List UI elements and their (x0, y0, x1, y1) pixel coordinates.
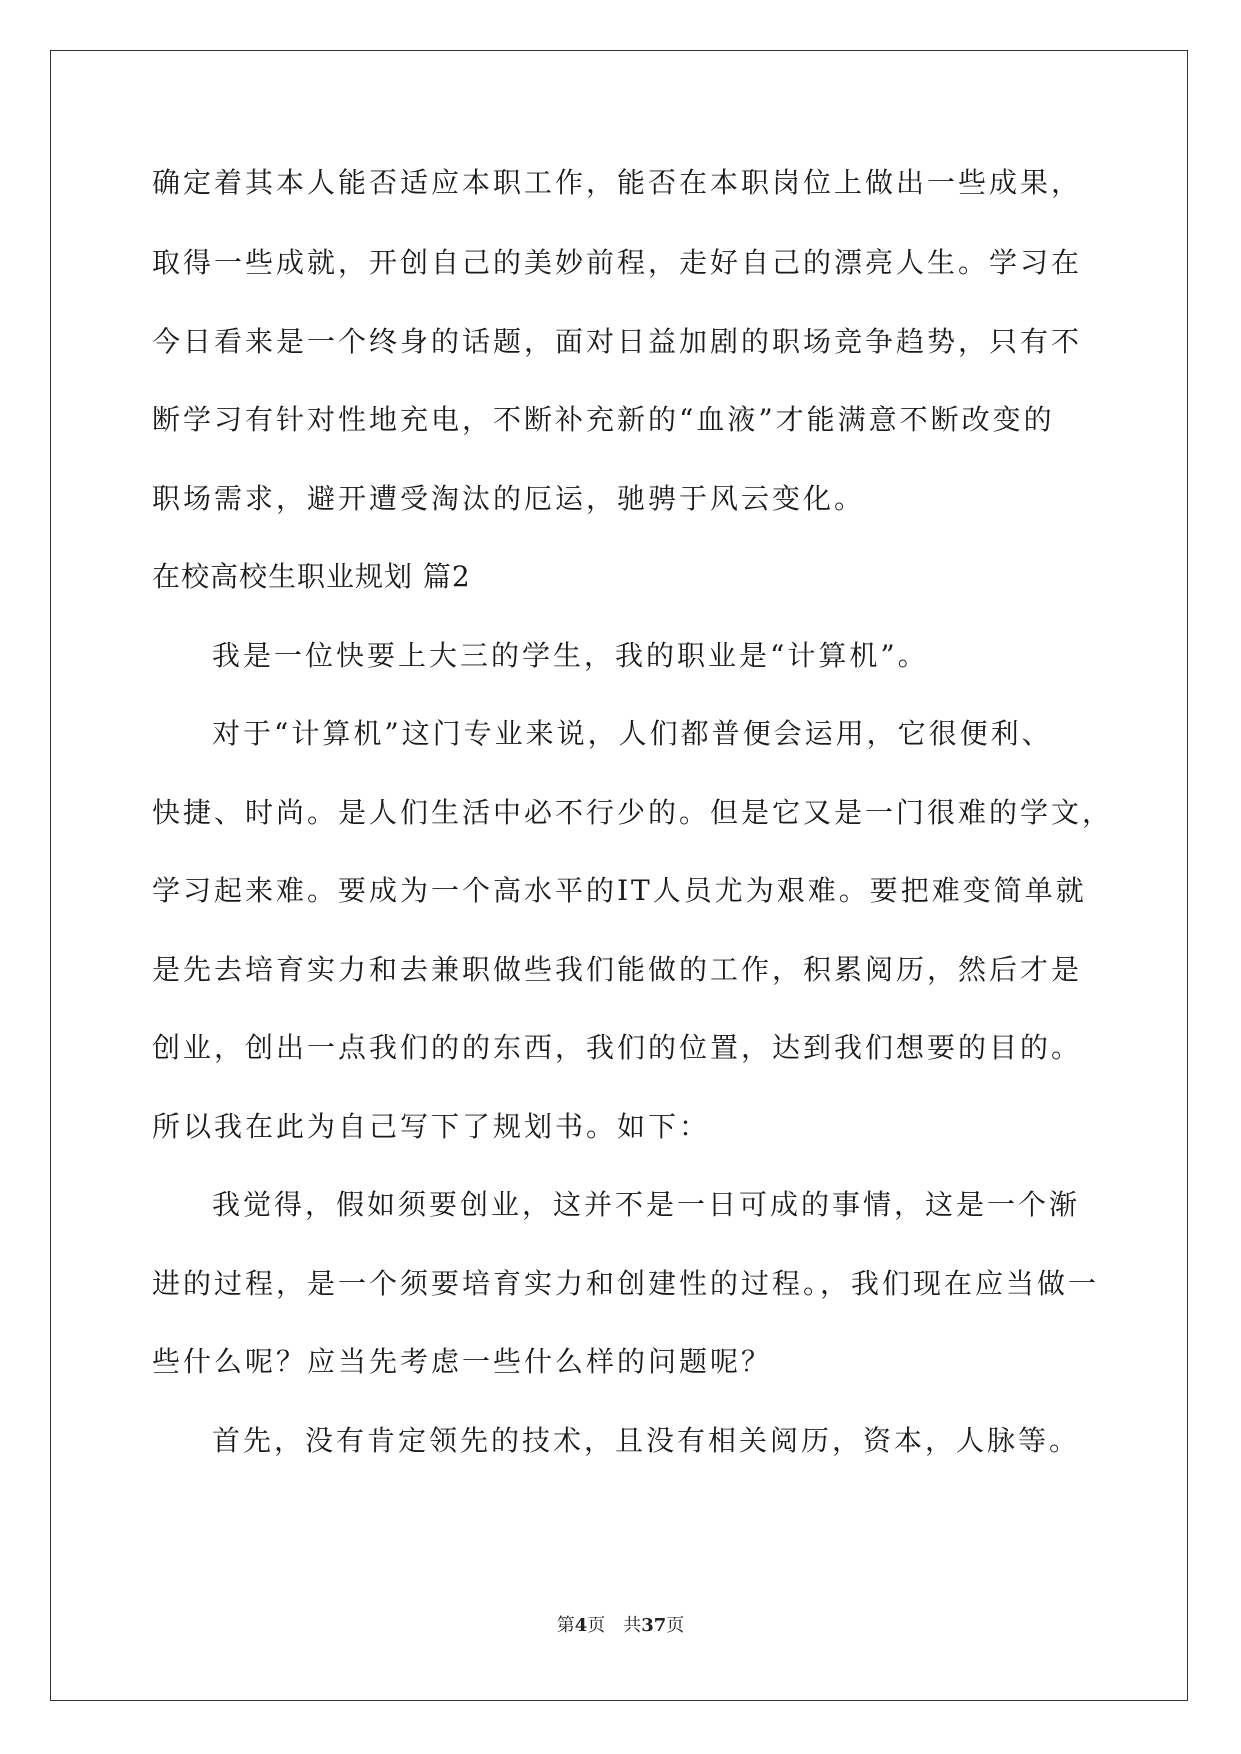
body-line-7: 我是一位快要上大三的学生，我的职业是“计算机”。 (212, 639, 929, 672)
body-line-15: 进的过程，是一个须要培育实力和创建性的过程。，我们现在应当做一 (152, 1267, 1100, 1300)
body-line-13: 所以我在此为自己写下了规划书。如下： (152, 1110, 711, 1143)
page-footer (0, 1614, 1241, 1638)
body-line-14: 我觉得，假如须要创业，这并不是一日可成的事情，这是一个渐 (212, 1188, 1081, 1221)
body-line-8: 对于“计算机”这门专业来说，人们都普便会运用，它很便利、 (212, 717, 1053, 750)
section-heading: 在校高校生职业规划 篇2 (152, 560, 471, 593)
body-line-16: 些什么呢？应当先考虑一些什么样的问题呢？ (152, 1345, 773, 1378)
body-line-4: 断学习有针对性地充电，不断补充新的“血液”才能满意不断改变的 (152, 403, 1055, 436)
total-suffix: 页 (666, 1615, 685, 1636)
body-line-2: 取得一些成就，开创自己的美妙前程，走好自己的漂亮人生。学习在 (152, 246, 1083, 279)
page-suffix: 页 (587, 1615, 606, 1636)
body-line-10: 学习起来难。要成为一个高水平的IT人员尤为艰难。要把难变简单就 (152, 874, 1087, 907)
body-line-11: 是先去培育实力和去兼职做些我们能做的工作，积累阅历，然后才是 (152, 953, 1083, 986)
page-number: 4 (574, 1615, 588, 1636)
body-line-1: 确定着其本人能否适应本职工作，能否在本职岗位上做出一些成果， (152, 166, 1083, 199)
page-prefix: 第 (556, 1615, 575, 1636)
body-line-17: 首先，没有肯定领先的技术，且没有相关阅历，资本，人脉等。 (212, 1424, 1081, 1457)
body-line-5: 职场需求，避开遭受淘汰的厄运，驰骋于风云变化。 (152, 482, 866, 515)
body-line-3: 今日看来是一个终身的话题，面对日益加剧的职场竞争趋势，只有不 (152, 325, 1083, 358)
total-prefix: 共 (623, 1615, 642, 1636)
body-line-9: 快捷、时尚。是人们生活中必不行少的。但是它又是一门很难的学文， (152, 796, 1114, 829)
total-pages: 37 (641, 1615, 667, 1636)
body-line-12: 创业，创出一点我们的的东西，我们的位置，达到我们想要的目的。 (152, 1031, 1083, 1064)
